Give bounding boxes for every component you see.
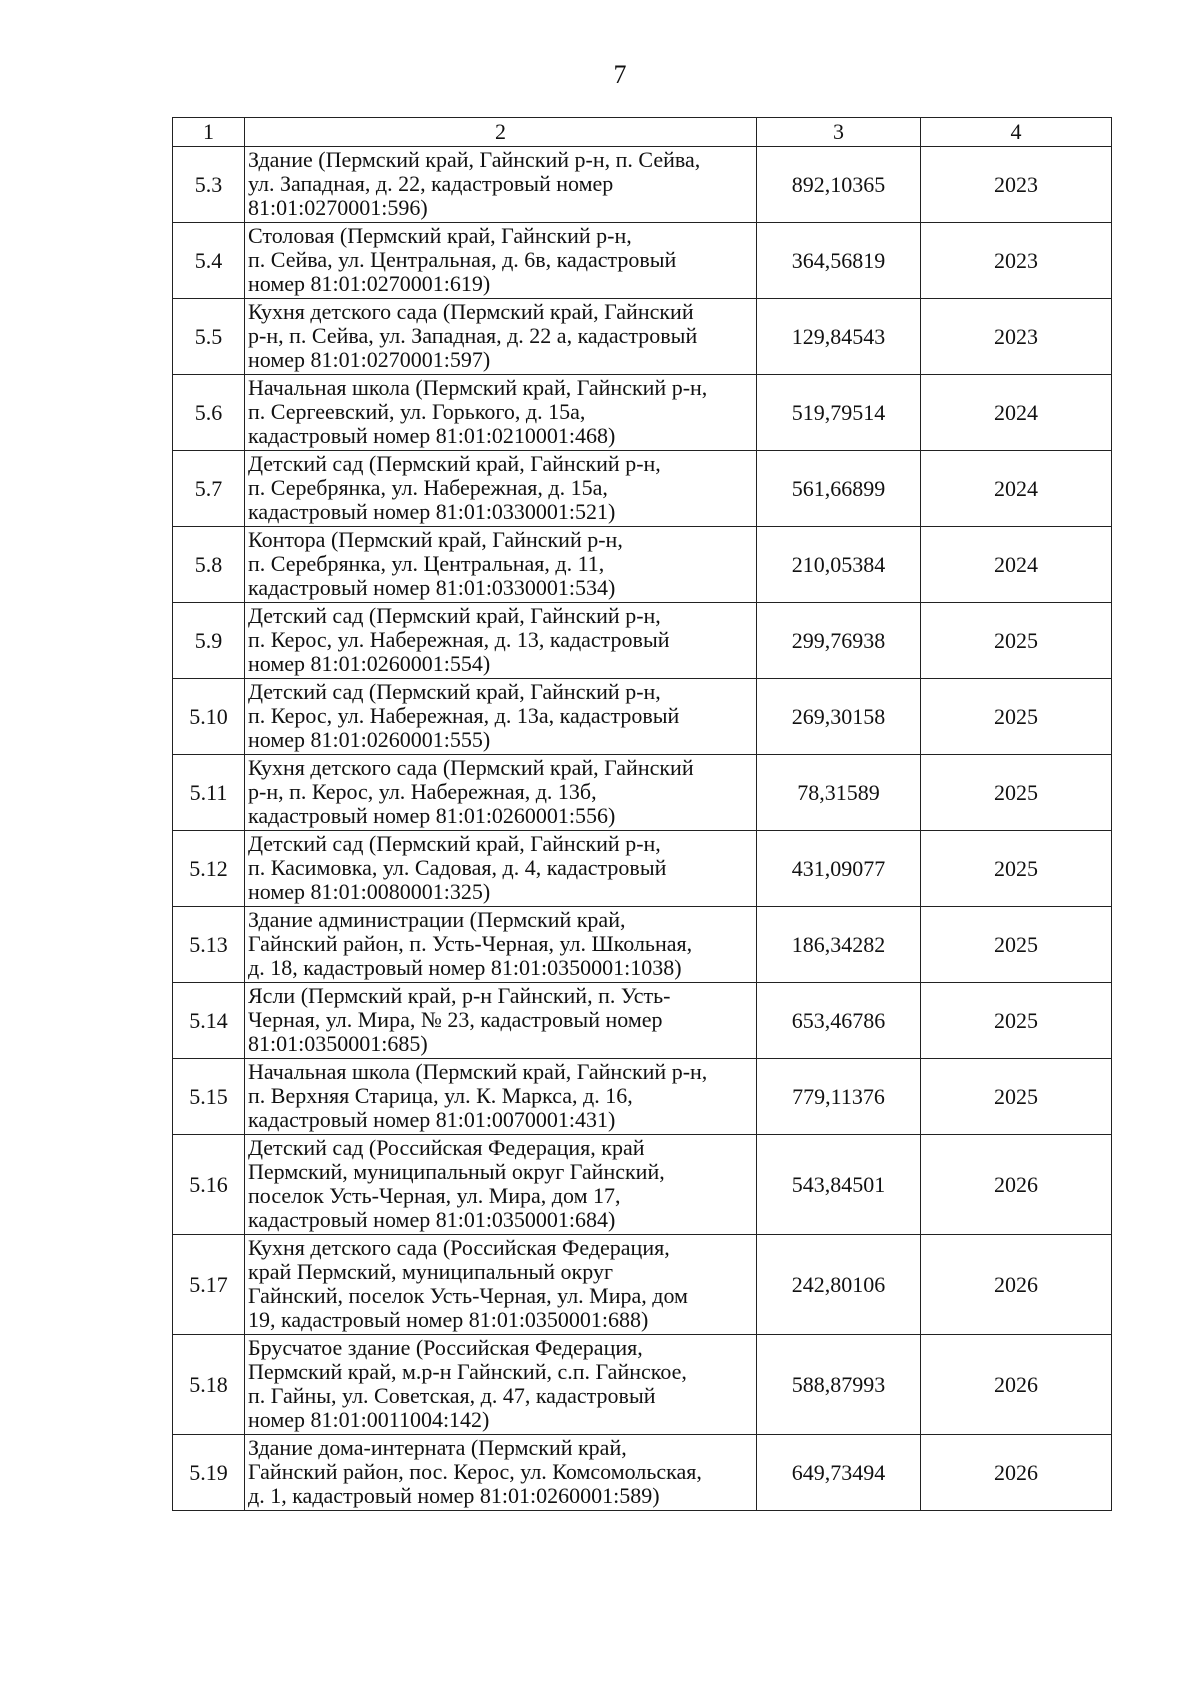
object-value: 78,31589 — [757, 755, 921, 831]
object-value: 779,11376 — [757, 1059, 921, 1135]
object-value: 561,66899 — [757, 451, 921, 527]
object-description — [245, 223, 757, 299]
header-col-3: 3 — [757, 118, 921, 147]
description-line: Пермский, муниципальный округ Гайнский, — [248, 1159, 665, 1184]
object-year: 2025 — [921, 831, 1112, 907]
object-value: 588,87993 — [757, 1335, 921, 1435]
table-row — [173, 223, 1112, 299]
row-number: 5.16 — [173, 1135, 245, 1235]
object-description — [245, 983, 757, 1059]
description-line: Детский сад (Пермский край, Гайнский р-н, — [248, 679, 661, 704]
row-number: 5.19 — [173, 1435, 245, 1511]
description-line: Контора (Пермский край, Гайнский р-н, — [248, 527, 623, 552]
description-line: Гайнский, поселок Усть-Черная, ул. Мира, дом — [248, 1283, 688, 1308]
object-description — [245, 527, 757, 603]
object-description — [245, 831, 757, 907]
description-line: номер 81:01:0260001:555) — [248, 727, 491, 752]
description-line: Столовая (Пермский край, Гайнский р-н, — [248, 223, 632, 248]
object-year: 2024 — [921, 375, 1112, 451]
header-col-1: 1 — [173, 118, 245, 147]
table-row — [173, 831, 1112, 907]
table-row — [173, 1059, 1112, 1135]
description-line: 19, кадастровый номер 81:01:0350001:688) — [248, 1307, 649, 1332]
description-line: край Пермский, муниципальный округ — [248, 1259, 613, 1284]
description-line: кадастровый номер 81:01:0070001:431) — [248, 1107, 616, 1132]
objects-table — [172, 117, 1112, 1511]
row-number: 5.12 — [173, 831, 245, 907]
object-year: 2026 — [921, 1235, 1112, 1335]
table-header — [173, 118, 1112, 147]
object-year: 2025 — [921, 755, 1112, 831]
description-line: Здание дома-интерната (Пермский край, — [248, 1435, 627, 1460]
object-value: 129,84543 — [757, 299, 921, 375]
description-line: п. Керос, ул. Набережная, д. 13а, кадастровый — [248, 703, 680, 728]
description-line: Ясли (Пермский край, р-н Гайнский, п. Усть- — [248, 983, 671, 1008]
object-year: 2023 — [921, 223, 1112, 299]
description-line: номер 81:01:0080001:325) — [248, 879, 491, 904]
object-description — [245, 755, 757, 831]
row-number: 5.15 — [173, 1059, 245, 1135]
description-line: Кухня детского сада (Пермский край, Гайнский — [248, 299, 694, 324]
object-value: 210,05384 — [757, 527, 921, 603]
description-line: номер 81:01:0260001:554) — [248, 651, 491, 676]
description-line: номер 81:01:0270001:597) — [248, 347, 491, 372]
description-line: Брусчатое здание (Российская Федерация, — [248, 1335, 643, 1360]
table-row — [173, 375, 1112, 451]
header-row — [173, 118, 1112, 147]
object-description — [245, 679, 757, 755]
description-line: Детский сад (Пермский край, Гайнский р-н, — [248, 831, 661, 856]
object-value: 892,10365 — [757, 147, 921, 223]
table-body — [173, 147, 1112, 1511]
table-row — [173, 1135, 1112, 1235]
row-number: 5.8 — [173, 527, 245, 603]
row-number: 5.3 — [173, 147, 245, 223]
row-number: 5.17 — [173, 1235, 245, 1335]
object-year: 2025 — [921, 603, 1112, 679]
table-row — [173, 1435, 1112, 1511]
object-value: 543,84501 — [757, 1135, 921, 1235]
description-line: д. 1, кадастровый номер 81:01:0260001:589) — [248, 1483, 660, 1508]
description-line: Начальная школа (Пермский край, Гайнский р-н, — [248, 375, 708, 400]
description-line: Начальная школа (Пермский край, Гайнский р-н, — [248, 1059, 708, 1084]
object-value: 186,34282 — [757, 907, 921, 983]
description-line: кадастровый номер 81:01:0330001:534) — [248, 575, 616, 600]
object-description — [245, 1135, 757, 1235]
row-number: 5.13 — [173, 907, 245, 983]
description-line: поселок Усть-Черная, ул. Мира, дом 17, — [248, 1183, 621, 1208]
object-year: 2023 — [921, 147, 1112, 223]
object-value: 431,09077 — [757, 831, 921, 907]
table-row — [173, 451, 1112, 527]
object-year: 2026 — [921, 1335, 1112, 1435]
object-value: 649,73494 — [757, 1435, 921, 1511]
object-value: 242,80106 — [757, 1235, 921, 1335]
object-year: 2024 — [921, 527, 1112, 603]
description-line: Здание (Пермский край, Гайнский р-н, п. Сейва, — [248, 147, 701, 172]
object-description — [245, 1335, 757, 1435]
description-line: кадастровый номер 81:01:0350001:684) — [248, 1207, 616, 1232]
object-year: 2025 — [921, 907, 1112, 983]
row-number: 5.7 — [173, 451, 245, 527]
object-year: 2025 — [921, 1059, 1112, 1135]
row-number: 5.9 — [173, 603, 245, 679]
description-line: Детский сад (Российская Федерация, край — [248, 1135, 645, 1160]
description-line: п. Гайны, ул. Советская, д. 47, кадастровый — [248, 1383, 656, 1408]
table-row — [173, 1335, 1112, 1435]
header-col-2: 2 — [245, 118, 757, 147]
description-line: п. Керос, ул. Набережная, д. 13, кадастровый — [248, 627, 670, 652]
row-number: 5.10 — [173, 679, 245, 755]
description-line: п. Серебрянка, ул. Набережная, д. 15а, — [248, 475, 608, 500]
description-line: 81:01:0270001:596) — [248, 195, 428, 220]
object-value: 653,46786 — [757, 983, 921, 1059]
description-line: р-н, п. Керос, ул. Набережная, д. 13б, — [248, 779, 597, 804]
table-row — [173, 603, 1112, 679]
table-row — [173, 527, 1112, 603]
object-description — [245, 907, 757, 983]
description-line: Детский сад (Пермский край, Гайнский р-н, — [248, 603, 661, 628]
row-number: 5.5 — [173, 299, 245, 375]
page-number: 7 — [613, 60, 627, 89]
description-line: Гайнский район, пос. Керос, ул. Комсомольская, — [248, 1459, 702, 1484]
object-year: 2023 — [921, 299, 1112, 375]
table-row — [173, 755, 1112, 831]
description-line: Гайнский район, п. Усть-Черная, ул. Школьная, — [248, 931, 693, 956]
description-line: номер 81:01:0270001:619) — [248, 271, 491, 296]
description-line: Кухня детского сада (Пермский край, Гайнский — [248, 755, 694, 780]
description-line: Здание администрации (Пермский край, — [248, 907, 626, 932]
object-value: 519,79514 — [757, 375, 921, 451]
table-row — [173, 299, 1112, 375]
row-number: 5.4 — [173, 223, 245, 299]
header-col-4: 4 — [921, 118, 1112, 147]
object-description — [245, 451, 757, 527]
description-line: Кухня детского сада (Российская Федерация, — [248, 1235, 670, 1260]
object-value: 364,56819 — [757, 223, 921, 299]
description-line: кадастровый номер 81:01:0260001:556) — [248, 803, 616, 828]
object-description — [245, 375, 757, 451]
row-number: 5.11 — [173, 755, 245, 831]
description-line: п. Сергеевский, ул. Горького, д. 15а, — [248, 399, 586, 424]
description-line: кадастровый номер 81:01:0210001:468) — [248, 423, 616, 448]
object-description — [245, 1059, 757, 1135]
description-line: р-н, п. Сейва, ул. Западная, д. 22 а, кадастровый — [248, 323, 698, 348]
object-year: 2024 — [921, 451, 1112, 527]
table-row — [173, 679, 1112, 755]
description-line: д. 18, кадастровый номер 81:01:0350001:1038) — [248, 955, 682, 980]
description-line: Детский сад (Пермский край, Гайнский р-н, — [248, 451, 661, 476]
object-description — [245, 603, 757, 679]
description-line: п. Верхняя Старица, ул. К. Маркса, д. 16, — [248, 1083, 633, 1108]
description-line: ул. Западная, д. 22, кадастровый номер — [248, 171, 614, 196]
object-year: 2026 — [921, 1435, 1112, 1511]
description-line: кадастровый номер 81:01:0330001:521) — [248, 499, 616, 524]
object-description — [245, 1235, 757, 1335]
description-line: п. Касимовка, ул. Садовая, д. 4, кадастровый — [248, 855, 667, 880]
row-number: 5.14 — [173, 983, 245, 1059]
row-number: 5.6 — [173, 375, 245, 451]
object-description — [245, 147, 757, 223]
object-value: 299,76938 — [757, 603, 921, 679]
row-number: 5.18 — [173, 1335, 245, 1435]
description-line: номер 81:01:0011004:142) — [248, 1407, 490, 1432]
object-year: 2025 — [921, 679, 1112, 755]
table-row — [173, 983, 1112, 1059]
object-year: 2025 — [921, 983, 1112, 1059]
description-line: Пермский край, м.р-н Гайнский, с.п. Гайнское, — [248, 1359, 687, 1384]
description-line: п. Сейва, ул. Центральная, д. 6в, кадастровый — [248, 247, 677, 272]
description-line: Черная, ул. Мира, № 23, кадастровый номер — [248, 1007, 663, 1032]
object-value: 269,30158 — [757, 679, 921, 755]
object-description — [245, 299, 757, 375]
table-row — [173, 1235, 1112, 1335]
object-year: 2026 — [921, 1135, 1112, 1235]
description-line: п. Серебрянка, ул. Центральная, д. 11, — [248, 551, 605, 576]
description-line: 81:01:0350001:685) — [248, 1031, 428, 1056]
object-description — [245, 1435, 757, 1511]
table-row — [173, 907, 1112, 983]
table-row — [173, 147, 1112, 223]
